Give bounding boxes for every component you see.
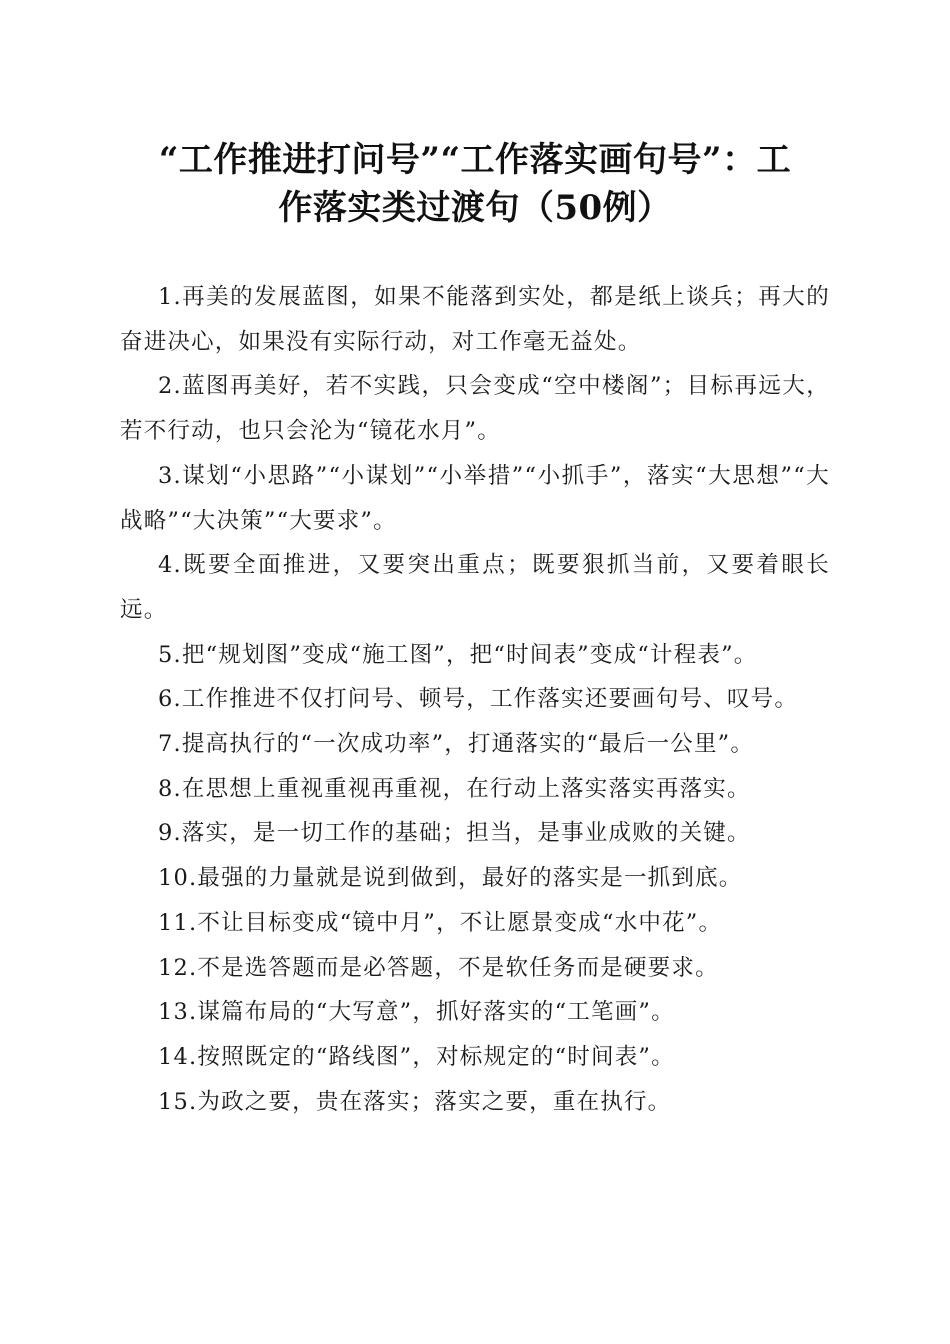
document-title (110, 136, 840, 232)
list-item: 15.为政之要，贵在落实；落实之要，重在执行。 (158, 1088, 672, 1115)
list-item: 2.蓝图再美好，若不实践，只会变成“空中楼阁”；目标再远大，若不行动，也只会沦为“镜花水月”。 (120, 373, 830, 445)
list-item: 9.落实，是一切工作的基础；担当，是事业成败的关键。 (158, 820, 751, 847)
list-item: 6.工作推进不仅打问号、顿号，工作落实还要画句号、叹号。 (158, 686, 799, 713)
list-item: 8.在思想上重视重视再重视，在行动上落实落实再落实。 (158, 775, 751, 802)
list-item: 4.既要全面推进，又要突出重点；既要狠抓当前，又要着眼长远。 (120, 552, 830, 623)
list-item: 10.最强的力量就是说到做到，最好的落实是一抓到底。 (158, 865, 743, 892)
title-line-1: “工作推进打问号”“工作落实画句号”：工 (158, 140, 792, 180)
document-body (120, 275, 830, 1124)
list-item: 12.不是选答题而是必答题，不是软任务而是硬要求。 (158, 954, 719, 981)
list-item: 5.把“规划图”变成“施工图”，把“时间表”变成“计程表”。 (158, 641, 758, 668)
list-item: 1.再美的发展蓝图，如果不能落到实处，都是纸上谈兵；再大的奋进决心，如果没有实际行动，对工作毫无益处。 (120, 284, 830, 355)
title-line-2: 作落实类过渡句（50例） (278, 188, 672, 228)
list-item: 13.谋篇布局的“大写意”，抓好落实的“工笔画”。 (158, 999, 675, 1026)
list-item: 7.提高执行的“一次成功率”，打通落实的“最后一公里”。 (158, 731, 755, 758)
list-item: 11.不让目标变成“镜中月”，不让愿景变成“水中花”。 (158, 909, 723, 936)
list-item: 14.按照既定的“路线图”，对标规定的“时间表”。 (158, 1043, 675, 1070)
list-item: 3.谋划“小思路”“小谋划”“小举措”“小抓手”，落实“大思想”“大战略”“大决策”“大要求”。 (120, 462, 830, 534)
